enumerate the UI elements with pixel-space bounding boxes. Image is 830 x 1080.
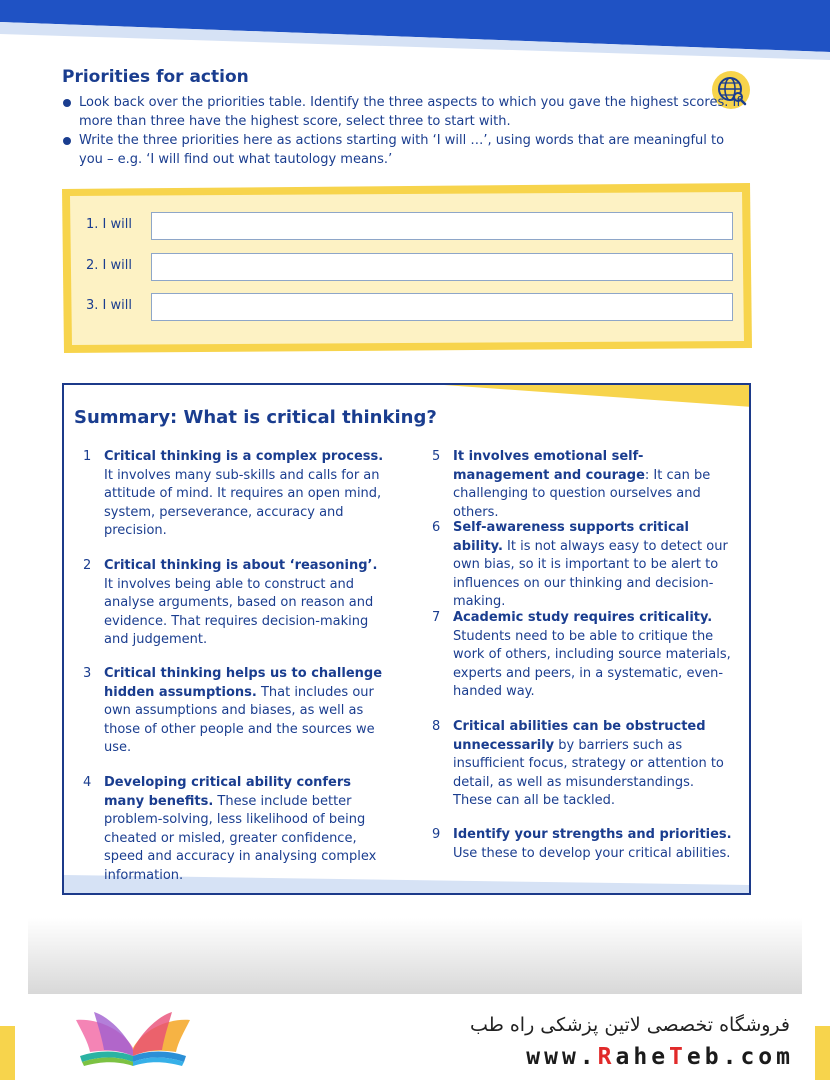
item-heading: Critical thinking helps us to challenge hidden assumptions. (104, 666, 383, 700)
item-heading: It involves emotional self-management and courage (453, 449, 645, 483)
item-number: 6 (432, 520, 441, 535)
item-heading: Self-awareness supports critical ability. (453, 520, 689, 554)
priority-row-2 (82, 253, 742, 281)
top-decorative-band (0, 0, 830, 60)
priority-row-3 (82, 293, 742, 321)
book-logo-icon (68, 1008, 198, 1070)
item-body: Use these to develop your critical abilities. (453, 845, 731, 861)
instruction-item: Write the three priorities here as actions starting with ‘I will …’, using words that are meaningful to you – e.g. ‘I will find out what tautology means.’ (62, 132, 742, 169)
priority-input-1[interactable] (151, 212, 733, 240)
item-number: 1 (83, 449, 92, 464)
item-number: 3 (83, 666, 92, 681)
item-number: 8 (432, 719, 441, 734)
priority-label: 2. I will (86, 258, 132, 273)
page-bottom-shadow (28, 918, 802, 994)
item-number: 9 (432, 827, 441, 842)
item-body: It is not always easy to detect our own bias, so it is important to be alert to influences on our thinking and decision-making. (453, 538, 728, 610)
summary-box (62, 383, 751, 895)
priority-row-1 (82, 212, 742, 240)
instructions-list (62, 94, 742, 170)
item-body: That includes our own assumptions and biases, as well as those of other people and the sources we use. (104, 684, 375, 756)
item-heading: Critical abilities can be obstructed unnecessarily (453, 719, 706, 753)
footer-accent-left (0, 1026, 15, 1080)
item-body: It involves many sub-skills and calls for an attitude of mind. It requires an open mind, system, perseverance, accuracy and precision. (104, 467, 382, 539)
item-heading: Developing critical ability confers many benefits. (104, 775, 352, 809)
item-heading: Academic study requires criticality. (453, 610, 713, 625)
priority-input-3[interactable] (151, 293, 733, 321)
store-name: فروشگاه تخصصی لاتین پزشکی راه طب (470, 1014, 790, 1036)
item-body: Students need to be able to critique the work of others, including source materials, experts and peers, in a systematic, even-handed way. (453, 628, 731, 700)
item-body: These include better problem-solving, less likelihood of being cheated or misled, greater confidence, speed and accuracy in analysing complex information. (104, 793, 377, 883)
bullet-icon (63, 99, 71, 107)
priority-input-2[interactable] (151, 253, 733, 281)
item-number: 7 (432, 610, 441, 625)
item-body: by barriers such as insufficient focus, strategy or attention to detail, as well as misunderstandings. These can all be tackled. (453, 737, 724, 809)
item-heading: Critical thinking is about ‘reasoning’. (104, 558, 378, 573)
item-body: It involves being able to construct and analyse arguments, based on reason and evidence. That requires decision-making and judgement. (104, 576, 374, 648)
priority-label: 1. I will (86, 217, 132, 232)
instruction-item: Look back over the priorities table. Identify the three aspects to which you gave the highest scores. If more than three have the highest score, select three to start with. (62, 94, 742, 131)
item-number: 5 (432, 449, 441, 464)
summary-title: Summary: What is critical thinking? (74, 407, 437, 428)
item-heading: Identify your strengths and priorities. (453, 827, 732, 842)
priorities-title: Priorities for action (62, 67, 249, 87)
item-number: 2 (83, 558, 92, 573)
store-url[interactable]: www.RaheTeb.com (526, 1044, 794, 1070)
item-heading: Critical thinking is a complex process. (104, 449, 384, 464)
item-body: : It can be challenging to question ourselves and others. (453, 467, 711, 520)
item-number: 4 (83, 775, 92, 790)
bullet-icon (63, 137, 71, 145)
footer-accent-right (815, 1026, 830, 1080)
priority-label: 3. I will (86, 298, 132, 313)
